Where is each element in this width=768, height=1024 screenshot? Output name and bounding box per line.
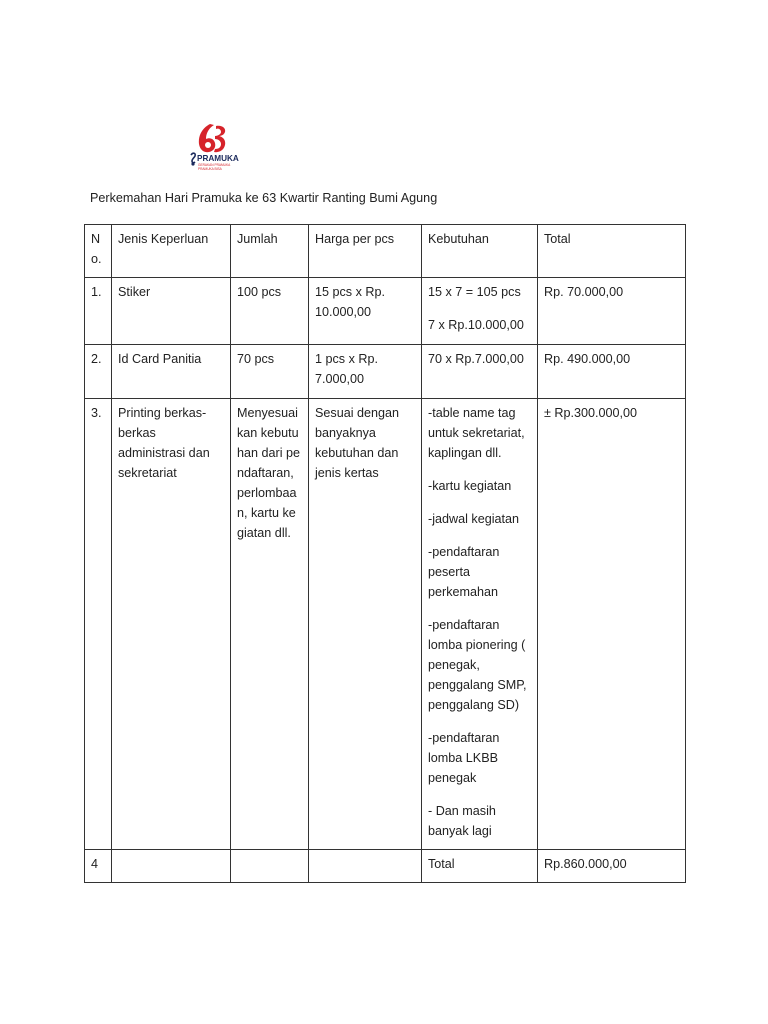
logo-subtext: GERAKAN PRAMUKA [198,163,231,167]
cell-total: Rp. 490.000,00 [538,345,686,399]
header-kebutuhan: Kebutuhan [422,225,538,278]
cell-kebutuhan-total-label: Total [422,850,538,883]
table-row [85,399,686,850]
cell-jenis-keperluan: Printing berkas-berkas administrasi dan sekretariat [112,399,231,850]
header-no: No. [85,225,112,278]
pramuka-63-emblem-icon [188,122,242,174]
table-row [85,345,686,399]
kebutuhan-item: -table name tag untuk sekretariat, kaplingan dll. [428,406,525,460]
cell-kebutuhan [422,345,538,399]
logo-text: PRAMUKA [197,154,239,163]
kebutuhan-item: -pendaftaran lomba pionering ( penegak, penggalang SMP, penggalang SD) [428,618,527,712]
kebutuhan-item: -jadwal kegiatan [428,512,520,526]
document-title: Perkemahan Hari Pramuka ke 63 Kwartir Ranting Bumi Agung [90,191,438,205]
cell-no: 2. [85,345,112,399]
budget-table [84,224,686,883]
cell-no: 3. [85,399,112,850]
kebutuhan-item: -pendaftaran peserta perkemahan [428,545,500,599]
cell-jumlah: 100 pcs [231,278,309,345]
kebutuhan-item: -pendaftaran lomba LKBB penegak [428,731,500,785]
kebutuhan-item: 70 x Rp.7.000,00 [428,352,524,366]
header-jumlah: Jumlah [231,225,309,278]
cell-harga-per-pcs [309,850,422,883]
cell-total: ± Rp.300.000,00 [538,399,686,850]
kebutuhan-item: -kartu kegiatan [428,479,512,493]
cell-jumlah [231,850,309,883]
cell-harga-per-pcs: 15 pcs x Rp. 10.000,00 [309,278,422,345]
cell-jumlah: 70 pcs [231,345,309,399]
cell-jenis-keperluan: Stiker [112,278,231,345]
table-row [85,850,686,883]
kebutuhan-item: 7 x Rp.10.000,00 [428,318,524,332]
cell-grand-total: Rp.860.000,00 [538,850,686,883]
cell-no: 4 [85,850,112,883]
kebutuhan-item: 15 x 7 = 105 pcs [428,285,521,299]
logo-subtext-2: PRAMUKA BISA [198,167,222,171]
table-row [85,278,686,345]
cell-total: Rp. 70.000,00 [538,278,686,345]
header-total: Total [538,225,686,278]
cell-kebutuhan [422,399,538,850]
cell-jenis-keperluan [112,850,231,883]
cell-harga-per-pcs: 1 pcs x Rp. 7.000,00 [309,345,422,399]
cell-kebutuhan [422,278,538,345]
cell-harga-per-pcs: Sesuai dengan banyaknya kebutuhan dan jenis kertas [309,399,422,850]
header-jenis-keperluan: Jenis Keperluan [112,225,231,278]
table-header-row [85,225,686,278]
header-harga-per-pcs: Harga per pcs [309,225,422,278]
cell-jumlah: Menyesuaikan kebutuhan dari pendaftaran, perlombaan, kartu kegiatan dll. [231,399,309,850]
pramuka-logo [188,122,242,174]
kebutuhan-item: - Dan masih banyak lagi [428,804,496,838]
cell-no: 1. [85,278,112,345]
cell-jenis-keperluan: Id Card Panitia [112,345,231,399]
